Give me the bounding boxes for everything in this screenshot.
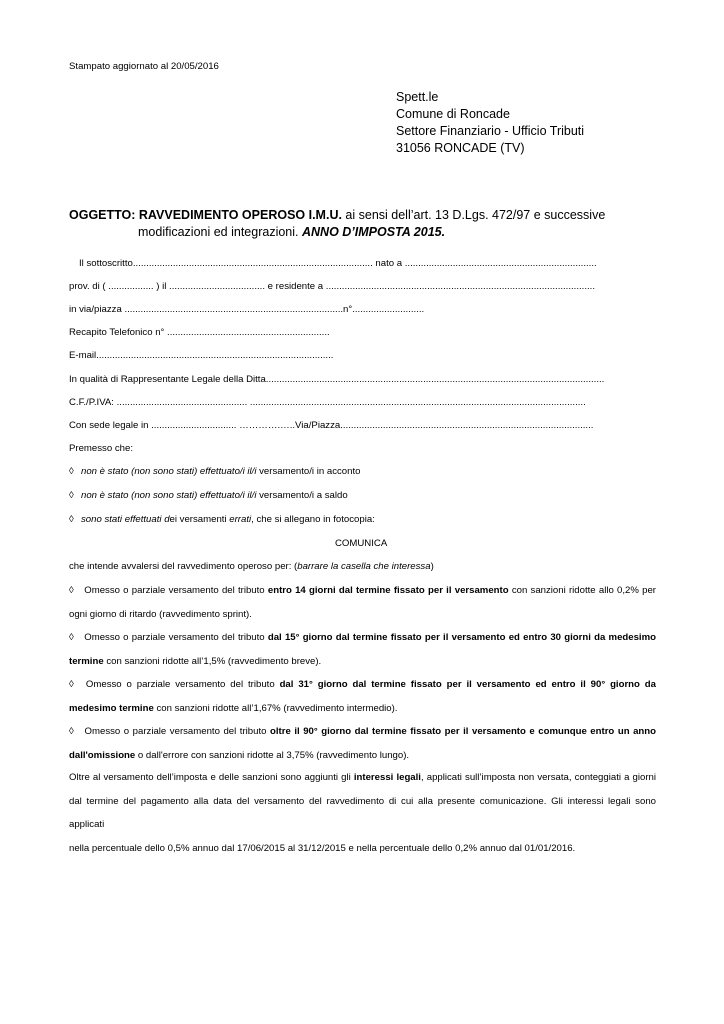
option-text-2: , che si allegano in fotocopia: (251, 514, 375, 525)
field-recapito: Recapito Telefonico n° ............................................................. (69, 327, 330, 338)
option-text: versamento/i in acconto (256, 466, 361, 477)
ravv-post: con sanzioni ridotte allo 0,2% per (508, 585, 656, 596)
ravv-bold: dal 15° giorno dal termine fissato per il versamento ed entro 30 giorni da medesimo (267, 632, 656, 643)
option-acconto (69, 466, 360, 477)
subject-label: OGGETTO: RAVVEDIMENTO OPEROSO I.M.U. (69, 208, 342, 222)
ravv-line2: con sanzioni ridotte all’1,5% (ravvedimento breve). (103, 655, 322, 667)
subject-text-2: modificazioni ed integrazioni. (138, 225, 302, 239)
diamond-icon: ◊ (69, 514, 74, 525)
subject-year: ANNO D’IMPOSTA 2015. (301, 225, 446, 239)
print-date: Stampato aggiornato al 20/05/2016 (69, 61, 219, 72)
ravv-line2-bold: dall'omissione (69, 749, 136, 761)
ravv-breve (69, 626, 656, 673)
diamond-icon: ◊ (69, 726, 74, 737)
ravv-line2: o dall'errore con sanzioni ridotte al 3,75% (ravvedimento lungo). (135, 749, 410, 761)
field-sottoscritto: Il sottoscritto.......................................................................................... nato a ........................................................................ (79, 258, 597, 269)
field-sede: Con sede legale in ................................ ………….…..Via/Piazza............................................................................................... (69, 420, 594, 431)
intende-italic: barrare la casella che interessa (297, 561, 431, 572)
subject-text: ai sensi dell’art. 13 D.Lgs. 472/97 e successive (341, 208, 606, 222)
ravv-line2: ogni giorno di ritardo (ravvedimento sprint). (69, 608, 252, 620)
intende-end: ) (430, 561, 434, 572)
ravv-line2-bold: medesimo termine (69, 702, 154, 714)
interessi-text-2: , applicati sull’imposta non versata, conteggiati a giorni (420, 772, 656, 783)
ravv-text: Omesso o parziale versamento del tributo (85, 679, 280, 690)
ravv-line2: con sanzioni ridotte all’1,67% (ravvedimento intermedio). (153, 702, 398, 714)
option-italic: non è stato (non sono stati) effettuato/i il/i (81, 490, 257, 501)
intende-line (69, 561, 434, 572)
option-italic: sono stati effettuati d (81, 514, 170, 525)
interessi-line3: nella percentuale dello 0,5% annuo dal 17/06/2015 al 31/12/2015 e nella percentuale dello 0,2% annuo dal 01/01/2016. (69, 842, 576, 854)
interessi-bold: interessi legali (353, 772, 421, 783)
ravv-text: Omesso o parziale versamento del tributo (84, 726, 271, 737)
diamond-icon: ◊ (69, 490, 74, 501)
interessi-text: Oltre al versamento dell’imposta e delle sanzioni sono aggiunti gli (69, 772, 354, 783)
field-via: in via/piazza ..................................................................................n°........................... (69, 304, 425, 315)
diamond-icon: ◊ (69, 466, 74, 477)
ravv-bold: entro 14 giorni dal termine fissato per il versamento (267, 585, 509, 596)
option-text: versamento/i a saldo (256, 490, 348, 501)
ravv-bold: oltre il 90° giorno dal termine fissato per il versamento e comunque entro un anno (270, 726, 657, 737)
comunica-heading: COMUNICA (335, 538, 388, 549)
recipient-address (396, 89, 584, 157)
ravv-bold: dal 31° giorno dal termine fissato per il versamento ed entro il 90° giorno da (279, 679, 657, 690)
recipient-line: Spett.le (396, 90, 439, 104)
field-cf: C.F./P.IVA: ................................................. .............................................................................................................................. (69, 397, 586, 408)
diamond-icon: ◊ (69, 585, 74, 596)
interessi-line2: dal termine del pagamento alla data del versamento del ravvedimento di cui alla presente comunicazione. Gli interessi legali sono applicati (69, 795, 656, 830)
ravv-intermedio (69, 673, 656, 720)
field-qualita: In qualità di Rappresentante Legale della Ditta............................................................................................................................... (69, 374, 605, 385)
option-italic-2: errati (229, 514, 252, 525)
option-text: ei versamenti (169, 514, 230, 525)
ravv-line2-bold: termine (69, 655, 104, 667)
field-email: E-mail......................................................................................... (69, 350, 334, 361)
diamond-icon: ◊ (69, 679, 74, 690)
field-prov: prov. di ( ................. ) il .................................... e residente a ..................................................................................................... (69, 281, 596, 292)
ravv-text: Omesso o parziale versamento del tributo (84, 632, 268, 643)
ravv-lungo (69, 720, 656, 767)
recipient-line: 31056 RONCADE (TV) (396, 141, 525, 155)
ravv-text: Omesso o parziale versamento del tributo (84, 585, 268, 596)
option-italic: non è stato (non sono stati) effettuato/i il/i (81, 466, 257, 477)
intende-text: che intende avvalersi del ravvedimento operoso per: ( (69, 561, 298, 572)
ravv-sprint (69, 579, 656, 626)
subject (69, 207, 605, 241)
premesso-label: Premesso che: (69, 443, 133, 454)
option-saldo (69, 490, 348, 501)
option-errati (69, 514, 375, 525)
diamond-icon: ◊ (69, 632, 74, 643)
recipient-line: Settore Finanziario - Ufficio Tributi (396, 124, 585, 138)
recipient-line: Comune di Roncade (396, 107, 510, 121)
interessi-paragraph (69, 766, 656, 860)
